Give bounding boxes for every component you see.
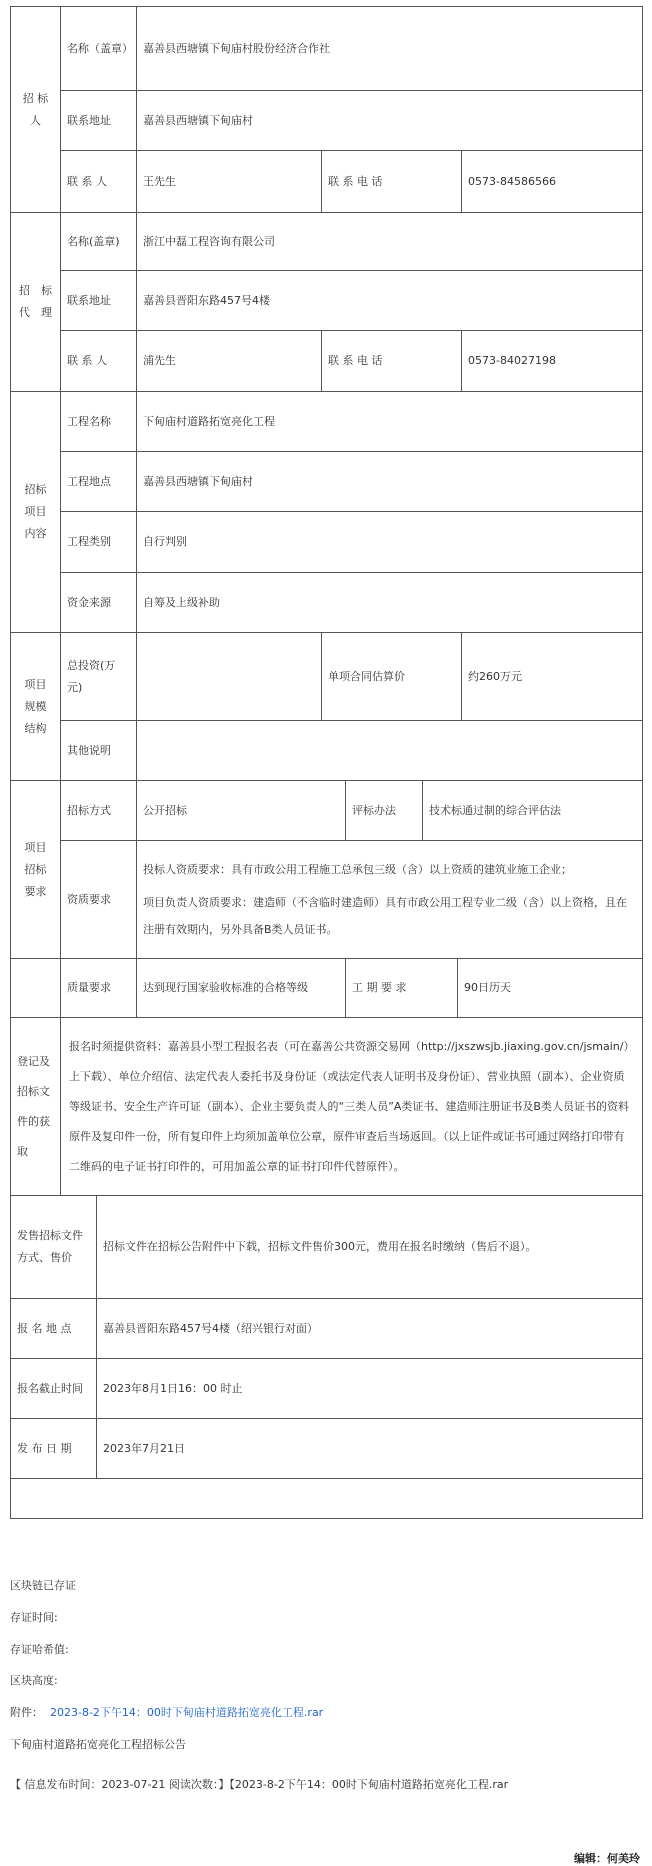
reg-section-label: 登记及 招标文 件的获 取 — [11, 1018, 61, 1196]
project-section-label: 招标 项目 内容 — [11, 392, 61, 633]
tenderer-section-label: 招 标 人 — [11, 7, 61, 213]
agent-address-label: 联系地址 — [61, 271, 137, 331]
estimate-label: 单项合同估算价 — [322, 633, 462, 721]
attachment-label: 附件： — [10, 1706, 43, 1719]
requirements-table — [10, 780, 643, 959]
tenderer-address-label: 联系地址 — [61, 91, 137, 151]
tenderer-contact: 王先生 — [137, 151, 322, 213]
tenderer-contact-label: 联 系 人 — [61, 151, 137, 213]
info-line: 【 信息发布时间：2023-07-21 阅读次数：】【2023-8-2下午14：00时下甸庙村道路拓宽亮化工程.rar — [10, 1778, 509, 1791]
tenderer-phone-label: 联 系 电 话 — [322, 151, 462, 213]
estimate-value: 约260万元 — [462, 633, 643, 721]
agent-name-label: 名称(盖章) — [61, 213, 137, 271]
agent-section-label: 招 标 代 理 — [11, 213, 61, 392]
sale-label: 发售招标文件方式、售价 — [11, 1196, 97, 1299]
project-location-label: 工程地点 — [61, 452, 137, 512]
agent-contact-label: 联 系 人 — [61, 331, 137, 392]
quality-table — [10, 958, 643, 1018]
quality-value: 达到现行国家验收标准的合格等级 — [137, 959, 346, 1018]
agent-phone: 0573-84027198 — [462, 331, 643, 392]
tenderer-phone: 0573-84586566 — [462, 151, 643, 213]
reg-text: 报名时须提供资料：嘉善县小型工程报名表（可在嘉善公共资源交易网（http://jxszwsjb.jiaxing.gov.cn/jsmain/）上下载）、单位介绍信、法定代表人委托书及身份证（或法定代表人证明书及身份证）、营业执照（副本）、企业资质等级证书、安全生产许可证（副本）、企业主要负责人的“三类人员”A类证书、建造师注册证书及B类人员证书的资料原件及复印件一份，所有复印件上均须加盖单位公章，原件审查后当场返回。（以上证件或证书可通过网络打印带有二维码的电子证书打印件的，可用加盖公章的证书打印件代替原件）。 — [61, 1018, 643, 1196]
tender-info-table — [10, 6, 643, 781]
req-section-label: 项目 招标 要求 — [11, 781, 61, 959]
cert-hash: 存证哈希值: — [10, 1643, 69, 1656]
project-location: 嘉善县西塘镇下甸庙村 — [137, 452, 643, 512]
project-name-label: 工程名称 — [61, 392, 137, 452]
period-value: 90日历天 — [458, 959, 643, 1018]
method-value: 公开招标 — [137, 781, 346, 841]
period-label: 工 期 要 求 — [346, 959, 458, 1018]
agent-name: 浙江中磊工程咨询有限公司 — [137, 213, 643, 271]
project-category: 自行判别 — [137, 512, 643, 573]
invest-value — [137, 633, 322, 721]
attachment-row — [10, 1704, 640, 1720]
deadline-label: 报名截止时间 — [11, 1359, 97, 1419]
attachment-link[interactable]: 2023-8-2下午14：00时下甸庙村道路拓宽亮化工程.rar — [50, 1706, 324, 1719]
qual-manager: 项目负责人资质要求：建造师（不含临时建造师）具有市政公用工程专业二级（含）以上资格，且在注册有效期内，另外具备B类人员证书。 — [143, 896, 627, 936]
quality-label: 质量要求 — [61, 959, 137, 1018]
publish-label: 发 布 日 期 — [11, 1419, 97, 1479]
place-label: 报 名 地 点 — [11, 1299, 97, 1359]
notice-table-wrap — [10, 6, 642, 1519]
qual-value — [137, 841, 643, 959]
project-fund: 自筹及上级补助 — [137, 573, 643, 633]
agent-contact: 浦先生 — [137, 331, 322, 392]
publish-text: 2023年7月21日 — [97, 1419, 643, 1479]
agent-address: 嘉善县晋阳东路457号4楼 — [137, 271, 643, 331]
eval-value: 技术标通过制的综合评估法 — [423, 781, 643, 841]
qual-bidder: 投标人资质要求：具有市政公用工程施工总承包三级（含）以上资质的建筑业施工企业； — [143, 863, 572, 876]
sale-table — [10, 1195, 643, 1519]
tenderer-name: 嘉善县西塘镇下甸庙村股份经济合作社 — [137, 7, 643, 91]
method-label: 招标方式 — [61, 781, 137, 841]
eval-label: 评标办法 — [346, 781, 423, 841]
agent-phone-label: 联 系 电 话 — [322, 331, 462, 392]
place-text: 嘉善县晋阳东路457号4楼（绍兴银行对面） — [97, 1299, 643, 1359]
tenderer-name-label: 名称（盖章） — [61, 7, 137, 91]
notice-title: 下甸庙村道路拓宽亮化工程招标公告 — [10, 1738, 186, 1751]
other-label: 其他说明 — [61, 721, 137, 781]
block-height: 区块高度: — [10, 1674, 58, 1687]
editor-name: 编辑：何美玲 — [574, 1852, 640, 1865]
blockchain-label: 区块链已存证 — [10, 1579, 76, 1592]
project-fund-label: 资金来源 — [61, 573, 137, 633]
deadline-text: 2023年8月1日16：00 时止 — [97, 1359, 643, 1419]
project-category-label: 工程类别 — [61, 512, 137, 573]
project-name: 下甸庙村道路拓宽亮化工程 — [137, 392, 643, 452]
qual-label: 资质要求 — [61, 841, 137, 959]
other-value — [137, 721, 643, 781]
registration-table — [10, 1017, 643, 1196]
empty-row — [11, 1479, 643, 1519]
invest-label: 总投资(万元) — [61, 633, 137, 721]
sale-text: 招标文件在招标公告附件中下载，招标文件售价300元，费用在报名时缴纳（售后不退）。 — [97, 1196, 643, 1299]
scale-section-label: 项目 规模 结构 — [11, 633, 61, 781]
tenderer-address: 嘉善县西塘镇下甸庙村 — [137, 91, 643, 151]
cert-time: 存证时间: — [10, 1611, 58, 1624]
